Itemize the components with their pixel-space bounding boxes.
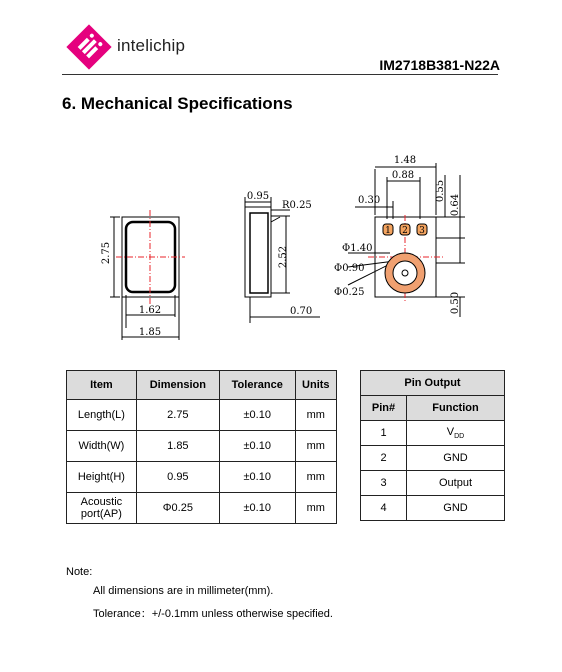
units-cell: mm xyxy=(295,493,336,524)
function-cell: GND xyxy=(407,446,505,471)
table-row xyxy=(67,431,337,462)
bottom-right-bottom-dim: 0.50 xyxy=(450,291,461,315)
bottom-pad-span-dim: 0.88 xyxy=(391,170,415,181)
item-cell: Height(H) xyxy=(67,462,137,493)
units-cell: mm xyxy=(295,431,336,462)
item-cell: Width(W) xyxy=(67,431,137,462)
note-line-1: All dimensions are in millimeter(mm). xyxy=(93,585,274,597)
top-inner-width-dim: 1.62 xyxy=(138,305,162,316)
ring-inner-dim: Φ0.90 xyxy=(334,263,365,274)
bottom-left-offset-dim: 0.30 xyxy=(358,195,381,206)
dimension-cell: 1.85 xyxy=(136,431,219,462)
table-row xyxy=(361,496,505,521)
intelichip-logo xyxy=(64,22,114,72)
table-row xyxy=(361,471,505,496)
side-bottom-dim: 0.70 xyxy=(290,306,313,317)
top-height-dim: 2.75 xyxy=(101,241,112,265)
ring-outer-dim: Φ1.40 xyxy=(342,243,373,254)
tolerance-cell: ±0.10 xyxy=(219,431,295,462)
dimension-cell: Φ0.25 xyxy=(136,493,219,524)
bottom-right-dim-1: 0.55 xyxy=(435,179,446,203)
mechanical-drawing xyxy=(90,145,470,350)
top-view xyxy=(110,210,185,340)
column-header: Units xyxy=(295,371,336,400)
acoustic-ring xyxy=(385,253,425,293)
table-header-row xyxy=(67,371,337,400)
pin-table-title: Pin Output xyxy=(361,371,505,396)
units-cell: mm xyxy=(295,400,336,431)
units-cell: mm xyxy=(295,462,336,493)
column-header: Tolerance xyxy=(219,371,295,400)
tolerance-cell: ±0.10 xyxy=(219,493,295,524)
dimension-table xyxy=(66,370,337,524)
note-line-2: Tolerance：+/-0.1mm unless otherwise specified. xyxy=(93,608,333,620)
table-row xyxy=(361,446,505,471)
pin-cell: 1 xyxy=(361,421,407,446)
pin-cell: 3 xyxy=(361,471,407,496)
function-sub: DD xyxy=(454,433,465,441)
table-row xyxy=(361,421,505,446)
tolerance-cell: ±0.10 xyxy=(219,462,295,493)
bottom-width-dim: 1.48 xyxy=(393,155,417,166)
pin-output-table xyxy=(360,370,505,521)
item-cell: Length(L) xyxy=(67,400,137,431)
table-row xyxy=(67,493,337,524)
item-line-2: port(AP) xyxy=(80,508,122,520)
column-header: Function xyxy=(407,396,505,421)
side-radius-dim: R0.25 xyxy=(282,200,312,211)
bottom-view xyxy=(348,163,465,317)
item-line-1: Acoustic xyxy=(80,496,123,508)
column-header: Item xyxy=(67,371,137,400)
logo-text: intelichip xyxy=(117,36,186,55)
header-rule xyxy=(62,74,498,75)
column-header: Dimension xyxy=(136,371,219,400)
table-row xyxy=(67,462,337,493)
port-dim: Φ0.25 xyxy=(334,287,365,298)
side-thickness-dim: 0.95 xyxy=(246,191,270,202)
pad-3-label: 3 xyxy=(419,226,425,236)
function-cell xyxy=(407,421,505,446)
item-cell xyxy=(67,493,137,524)
document-id: IM2718B381-N22A xyxy=(379,57,500,73)
pad-2-label: 2 xyxy=(402,226,408,236)
section-title: 6. Mechanical Specifications xyxy=(62,94,293,113)
note-label: Note: xyxy=(66,566,93,578)
table-header-row xyxy=(361,396,505,421)
function-cell: GND xyxy=(407,496,505,521)
dimension-cell: 2.75 xyxy=(136,400,219,431)
bottom-right-dim-2: 0.64 xyxy=(450,193,461,217)
function-main: V xyxy=(446,425,455,438)
table-row xyxy=(67,400,337,431)
tolerance-cell: ±0.10 xyxy=(219,400,295,431)
function-cell: Output xyxy=(407,471,505,496)
dimension-cell: 0.95 xyxy=(136,462,219,493)
column-header: Pin# xyxy=(361,396,407,421)
top-width-dim: 1.85 xyxy=(138,327,162,338)
pin-cell: 2 xyxy=(361,446,407,471)
pad-1-label: 1 xyxy=(385,226,391,236)
side-height-dim: 2.52 xyxy=(278,245,289,269)
pin-cell: 4 xyxy=(361,496,407,521)
